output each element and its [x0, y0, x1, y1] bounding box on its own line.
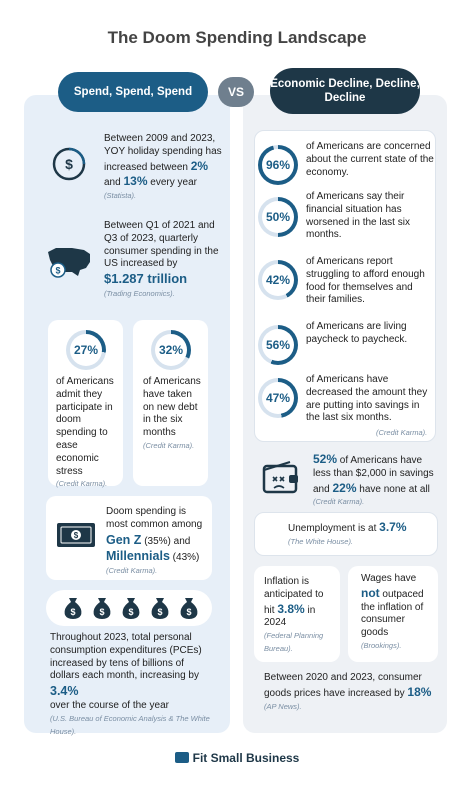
doom-spending-stat-text: of Americans admit they participate in doom spending to ease economic stress (Credit Karma). [56, 376, 114, 489]
generation-text: Doom spending is most common among Gen Z (35%) and Millennials (43%) (Credit Karma). [106, 506, 203, 576]
unemployment-text: Unemployment is at 3.7% (The White House). [288, 520, 407, 546]
svg-text:$: $ [65, 156, 73, 172]
inflation-text: Inflation is anticipated to hit 3.8% in 2024 (Federal Planning Bureau). [264, 576, 324, 653]
stat-ring-label: 56% [262, 329, 294, 361]
stat-ring [258, 378, 298, 418]
consumer-spending-text: Between Q1 of 2021 and Q3 of 2023, quarterly consumer spending in the US increased by $1.287 trillion (Trading Economics). [104, 220, 219, 298]
ring-27-label: 27% [70, 334, 102, 366]
savings-text: 52% of Americans have less than $2,000 in savings and 22% have none at all (Credit Karma). [313, 452, 434, 507]
page-title: The Doom Spending Landscape [107, 28, 367, 47]
left-header: Spend, Spend, Spend [58, 72, 208, 112]
ring-32-label: 32% [155, 334, 187, 366]
vs-badge: VS [218, 77, 254, 107]
stat-ring-label: 96% [262, 149, 294, 181]
economy-stats-source: (Credit Karma). [376, 428, 428, 437]
stat-ring [258, 197, 298, 237]
stat-ring [258, 145, 298, 185]
svg-text:$: $ [128, 607, 134, 617]
pce-text: Throughout 2023, total personal consumption expenditures (PCEs) increased by tens of billions of dollars each month, increasing by 3.4% over the course of the year (U.S. Bureau of Economic Analysis & The White House). [50, 632, 210, 736]
prices-text: Between 2020 and 2023, consumer goods prices have increased by 18% (AP News). [264, 672, 432, 711]
brand-name: Fit Small Business [192, 751, 300, 765]
stat-ring [258, 260, 298, 300]
holiday-spending-text: Between 2009 and 2023, YOY holiday spending has increased between 2% and 13% every year (Statista). [104, 133, 222, 201]
ring-32 [151, 330, 191, 370]
svg-text:$: $ [73, 531, 79, 540]
stat-ring-label: 47% [262, 382, 294, 414]
stat-text: of Americans report struggling to afford enough food for themselves and their families. [306, 256, 425, 306]
svg-text:$: $ [186, 607, 192, 617]
stat-ring-label: 50% [262, 201, 294, 233]
stat-text: of Americans are living paycheck to paycheck. [306, 321, 408, 345]
usa-map-icon [46, 244, 94, 280]
stat-ring-label: 42% [262, 264, 294, 296]
svg-text:$: $ [157, 607, 163, 617]
generation-card [46, 496, 212, 580]
stat-text: of Americans are concerned about the current state of the economy. [306, 141, 434, 178]
money-bag-icon [62, 596, 84, 620]
new-debt-stat-card [133, 320, 208, 486]
right-header: Economic Decline, Decline, Decline [270, 68, 420, 114]
money-bag-icon [178, 596, 200, 620]
stat-text: of Americans have decreased the amount they are putting into savings in the last six months. [306, 374, 428, 424]
doom-spending-stat-card [48, 320, 123, 489]
footer-brand [0, 751, 474, 765]
ring-27 [66, 330, 106, 370]
stat-ring [258, 325, 298, 365]
clock-dollar-icon [50, 145, 88, 183]
stat-text: of Americans say their financial situation has worsened in the last six months. [306, 191, 410, 241]
svg-text:$: $ [70, 607, 76, 617]
money-bag-icon [149, 596, 171, 620]
svg-text:$: $ [55, 265, 61, 276]
cash-icon [56, 522, 96, 548]
new-debt-stat-text: of Americans have taken on new debt in the six months (Credit Karma). [143, 376, 201, 450]
sad-wallet-icon [262, 460, 300, 494]
money-bag-icon [120, 596, 142, 620]
svg-text:$: $ [99, 607, 105, 617]
money-bag-icon [91, 596, 113, 620]
brand-logo-icon [175, 752, 189, 763]
wages-text: Wages have not outpaced the inflation of consumer goods (Brookings). [361, 573, 424, 650]
